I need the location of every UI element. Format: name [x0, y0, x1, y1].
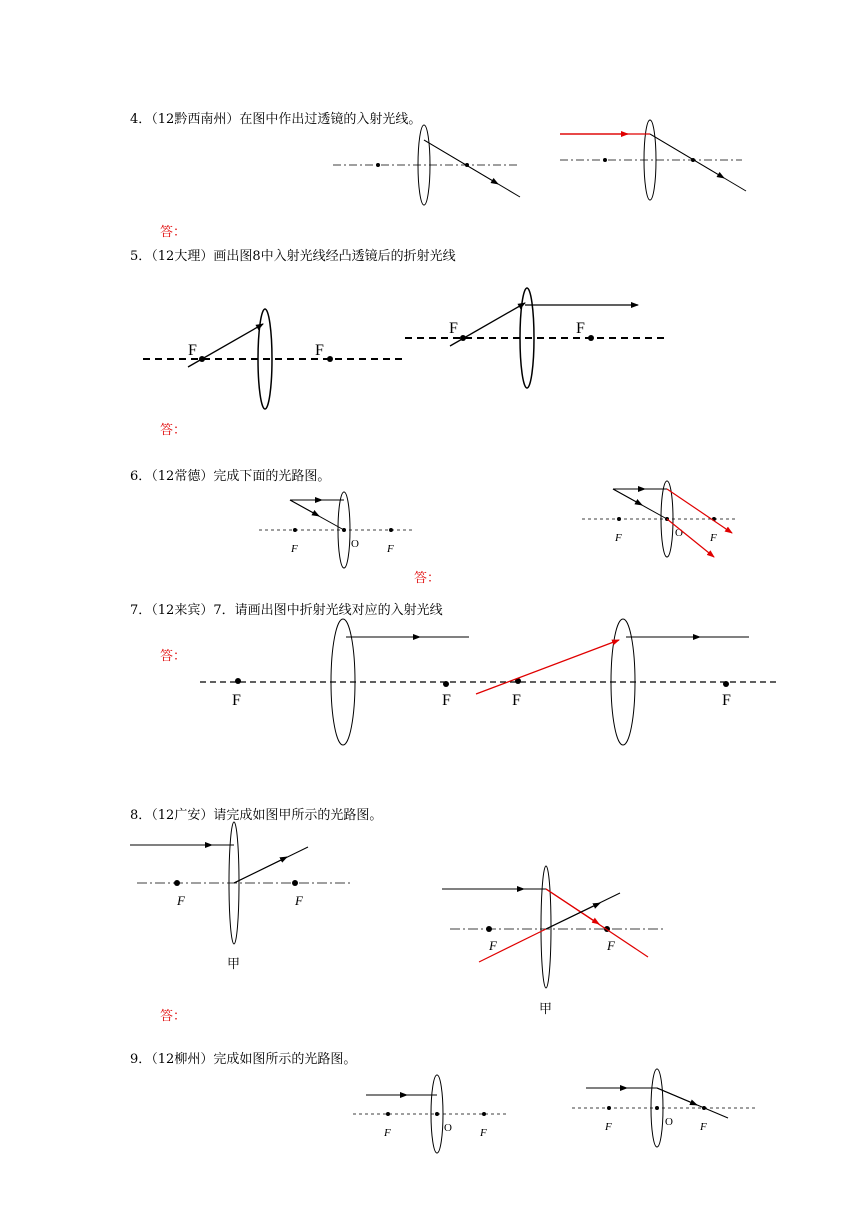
incident-ray [450, 303, 525, 346]
q8-figure-question [130, 822, 352, 971]
focus-label: F [177, 893, 185, 908]
question-number: 9． [130, 1052, 152, 1067]
answer-label-5: 答： [160, 423, 187, 438]
focus-label: F [710, 532, 717, 544]
focal-point [607, 1106, 611, 1110]
focus-label: F [291, 543, 298, 555]
focal-point [389, 528, 393, 532]
focus-label: F [449, 320, 458, 337]
incident-ray-answer [476, 640, 619, 694]
figure-label: 甲 [227, 956, 241, 971]
question-text: （12来宾）7．请画出图中折射光线对应的入射光线 [151, 603, 443, 618]
focus-label: F [615, 532, 622, 544]
answer-label-7: 答： [160, 649, 187, 664]
center-label: O [444, 1122, 452, 1134]
question-text: （12常德）完成下面的光路图。 [151, 469, 331, 484]
optical-center [655, 1106, 659, 1110]
arrowhead [650, 134, 724, 178]
q6-figure-question [259, 492, 414, 568]
q5-figure-answer [405, 288, 664, 388]
focus-label: F [512, 692, 521, 709]
center-label: O [665, 1116, 673, 1128]
question-number: 8． [130, 808, 152, 823]
q6-figure-answer [582, 481, 738, 557]
arrowhead [546, 889, 599, 924]
focus-label: F [442, 692, 451, 709]
arrowhead [424, 140, 498, 184]
answer-label-6: 答： [414, 571, 441, 586]
focus-label: F [232, 692, 241, 709]
question-number: 5． [130, 249, 152, 264]
figure-label: 甲 [539, 1001, 553, 1016]
q7-figure-question [200, 619, 480, 745]
focal-point [292, 880, 298, 886]
arrowhead [290, 500, 319, 516]
q8-figure-answer [442, 866, 663, 1016]
q4-figure-answer [560, 120, 746, 200]
focal-point [723, 681, 729, 687]
arrowhead [234, 857, 287, 883]
focal-point [376, 163, 380, 167]
focus-label: F [315, 342, 324, 359]
question-text: （12大理）画出图8中入射光线经凸透镜后的折射光线 [151, 249, 456, 264]
center-label: O [351, 538, 359, 550]
focus-label: F [480, 1127, 487, 1139]
optical-center [435, 1112, 439, 1116]
focus-label: F [607, 938, 615, 953]
question-number: 7． [130, 603, 152, 618]
focus-label: F [489, 938, 497, 953]
focus-label: F [700, 1121, 707, 1133]
focus-label: F [188, 342, 197, 359]
focal-point [486, 926, 492, 932]
question-text: （12广安）请完成如图甲所示的光路图。 [151, 808, 383, 823]
q9-figure-answer [572, 1069, 755, 1147]
question-number: 4． [130, 112, 152, 127]
focal-point [617, 517, 621, 521]
incident-ray [188, 324, 263, 367]
focal-point [293, 528, 297, 532]
focal-point [174, 880, 180, 886]
answer-label-8: 答： [160, 1009, 187, 1024]
focus-label: F [576, 320, 585, 337]
focal-point [386, 1112, 390, 1116]
focus-label: F [387, 543, 394, 555]
focal-point [235, 678, 241, 684]
focal-point [443, 681, 449, 687]
q4-figure-question [333, 125, 520, 205]
focus-label: F [605, 1121, 612, 1133]
q9-figure-question [353, 1075, 507, 1153]
arrowhead [613, 489, 642, 505]
q5-figure-question [143, 309, 404, 409]
focal-point [482, 1112, 486, 1116]
question-number: 6． [130, 469, 152, 484]
focus-label: F [384, 1127, 391, 1139]
focus-label: F [295, 893, 303, 908]
question-text: （12黔西南州）在图中作出过透镜的入射光线。 [151, 112, 422, 127]
focal-point [603, 158, 607, 162]
answer-label-4: 答： [160, 225, 187, 240]
focal-point [327, 356, 333, 362]
question-text: （12柳州）完成如图所示的光路图。 [151, 1052, 357, 1067]
focal-point [588, 335, 594, 341]
q7-figure-answer [476, 619, 778, 745]
center-label: O [675, 527, 683, 539]
focus-label: F [722, 692, 731, 709]
